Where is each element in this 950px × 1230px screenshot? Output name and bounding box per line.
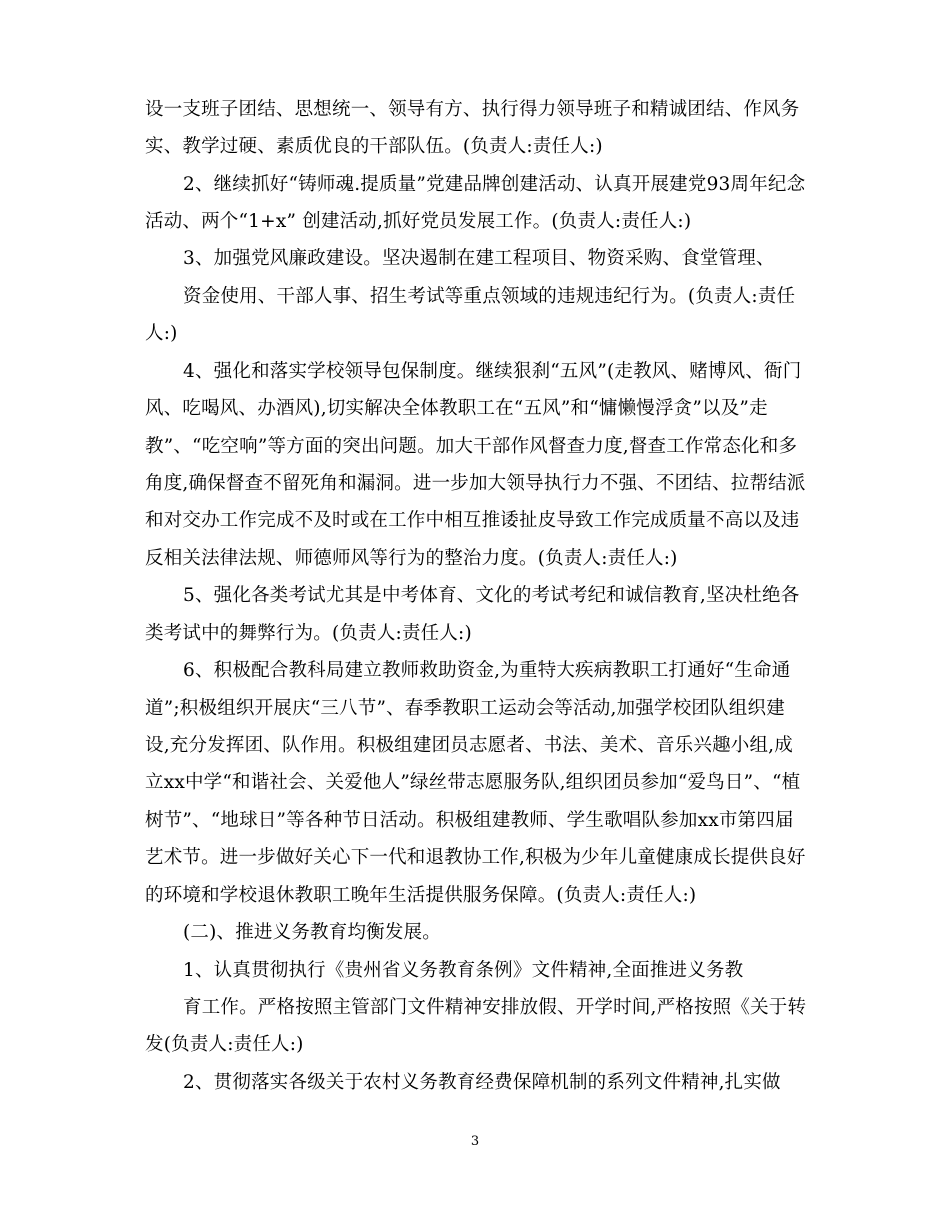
page-number: 3 bbox=[470, 1134, 480, 1149]
text-line-8: 4、强化和落实学校领导包保制度。继续狠刹“五风”(走教风、赌博风、衙门 bbox=[183, 361, 802, 382]
text-line-6: 资金使用、干部人事、招生考试等重点领域的违规违纪行为。(负责人:责任 bbox=[183, 286, 796, 307]
text-line-10: 教”、“吃空响”等方面的突出问题。加大干部作风督查力度,督查工作常态化和多 bbox=[145, 436, 798, 457]
text-line-1: 设一支班子团结、思想统一、领导有方、执行得力领导班子和精诚团结、作风务 bbox=[145, 99, 800, 120]
text-line-3: 2、继续抓好“铸师魂.提质量”党建品牌创建活动、认真开展建党93周年纪念 bbox=[183, 174, 806, 195]
text-line-13: 反相关法律法规、师德师风等行为的整治力度。(负责人:责任人:) bbox=[145, 548, 678, 569]
text-line-21: 艺术节。进一步做好关心下一代和退教协工作,积极为少年儿童健康成长提供良好 bbox=[145, 847, 806, 868]
text-line-18: 设,充分发挥团、队作用。积极组建团员志愿者、书法、美术、音乐兴趣小组,成 bbox=[145, 735, 793, 756]
text-line-22: 的环境和学校退休教职工晚年生活提供服务保障。(负责人:责任人:) bbox=[145, 885, 697, 906]
text-line-24: 1、认真贯彻执行《贵州省义务教育条例》文件精神,全面推进义务教 bbox=[183, 960, 744, 981]
text-line-2: 实、教学过硬、素质优良的干部队伍。(负责人:责任人:) bbox=[145, 136, 603, 157]
text-line-9: 风、吃喝风、办酒风),切实解决全体教职工在“五风”和“慵懒慢浮贪”以及”走 bbox=[145, 398, 768, 419]
text-line-14: 5、强化各类考试尤其是中考体育、文化的考试考纪和诚信教育,坚决杜绝各 bbox=[183, 585, 800, 606]
text-line-11: 角度,确保督查不留死角和漏洞。进一步加大领导执行力不强、不团结、拉帮结派 bbox=[145, 473, 806, 494]
text-line-7: 人:) bbox=[145, 323, 178, 344]
text-line-25: 育工作。严格按照主管部门文件精神安排放假、开学时间,严格按照《关于转 bbox=[183, 997, 807, 1018]
text-line-5: 3、加强党风廉政建设。坚决遏制在建工程项目、物资采购、食堂管理、 bbox=[183, 248, 775, 269]
text-line-4: 活动、两个“1+x” 创建活动,抓好党员发展工作。(负责人:责任人:) bbox=[145, 211, 692, 232]
text-line-15: 类考试中的舞弊行为。(负责人:责任人:) bbox=[145, 623, 472, 644]
text-line-17: 道”;积极组织开展庆“三八节”、春季教职工运动会等活动,加强学校团队组织建 bbox=[145, 698, 785, 719]
text-line-27: 2、贯彻落实各级关于农村义务教育经费保障机制的系列文件精神,扎实做 bbox=[183, 1072, 781, 1093]
text-line-19: 立xx中学“和谐社会、关爱他人”绿丝带志愿服务队,组织团员参加“爱鸟日”、“植 bbox=[145, 772, 801, 793]
text-line-23: (二)、推进义务教育均衡发展。 bbox=[183, 922, 441, 943]
text-line-16: 6、积极配合教科局建立教师救助资金,为重特大疾病教职工打通好“生命通 bbox=[183, 660, 791, 681]
text-line-26: 发(负责人:责任人:) bbox=[145, 1034, 304, 1055]
text-line-12: 和对交办工作完成不及时或在工作中相互推诿扯皮导致工作完成质量不高以及违 bbox=[145, 510, 800, 531]
text-line-20: 树节”、“地球日”等各种节日活动。积极组建教师、学生歌唱队参加xx市第四届 bbox=[145, 810, 794, 831]
